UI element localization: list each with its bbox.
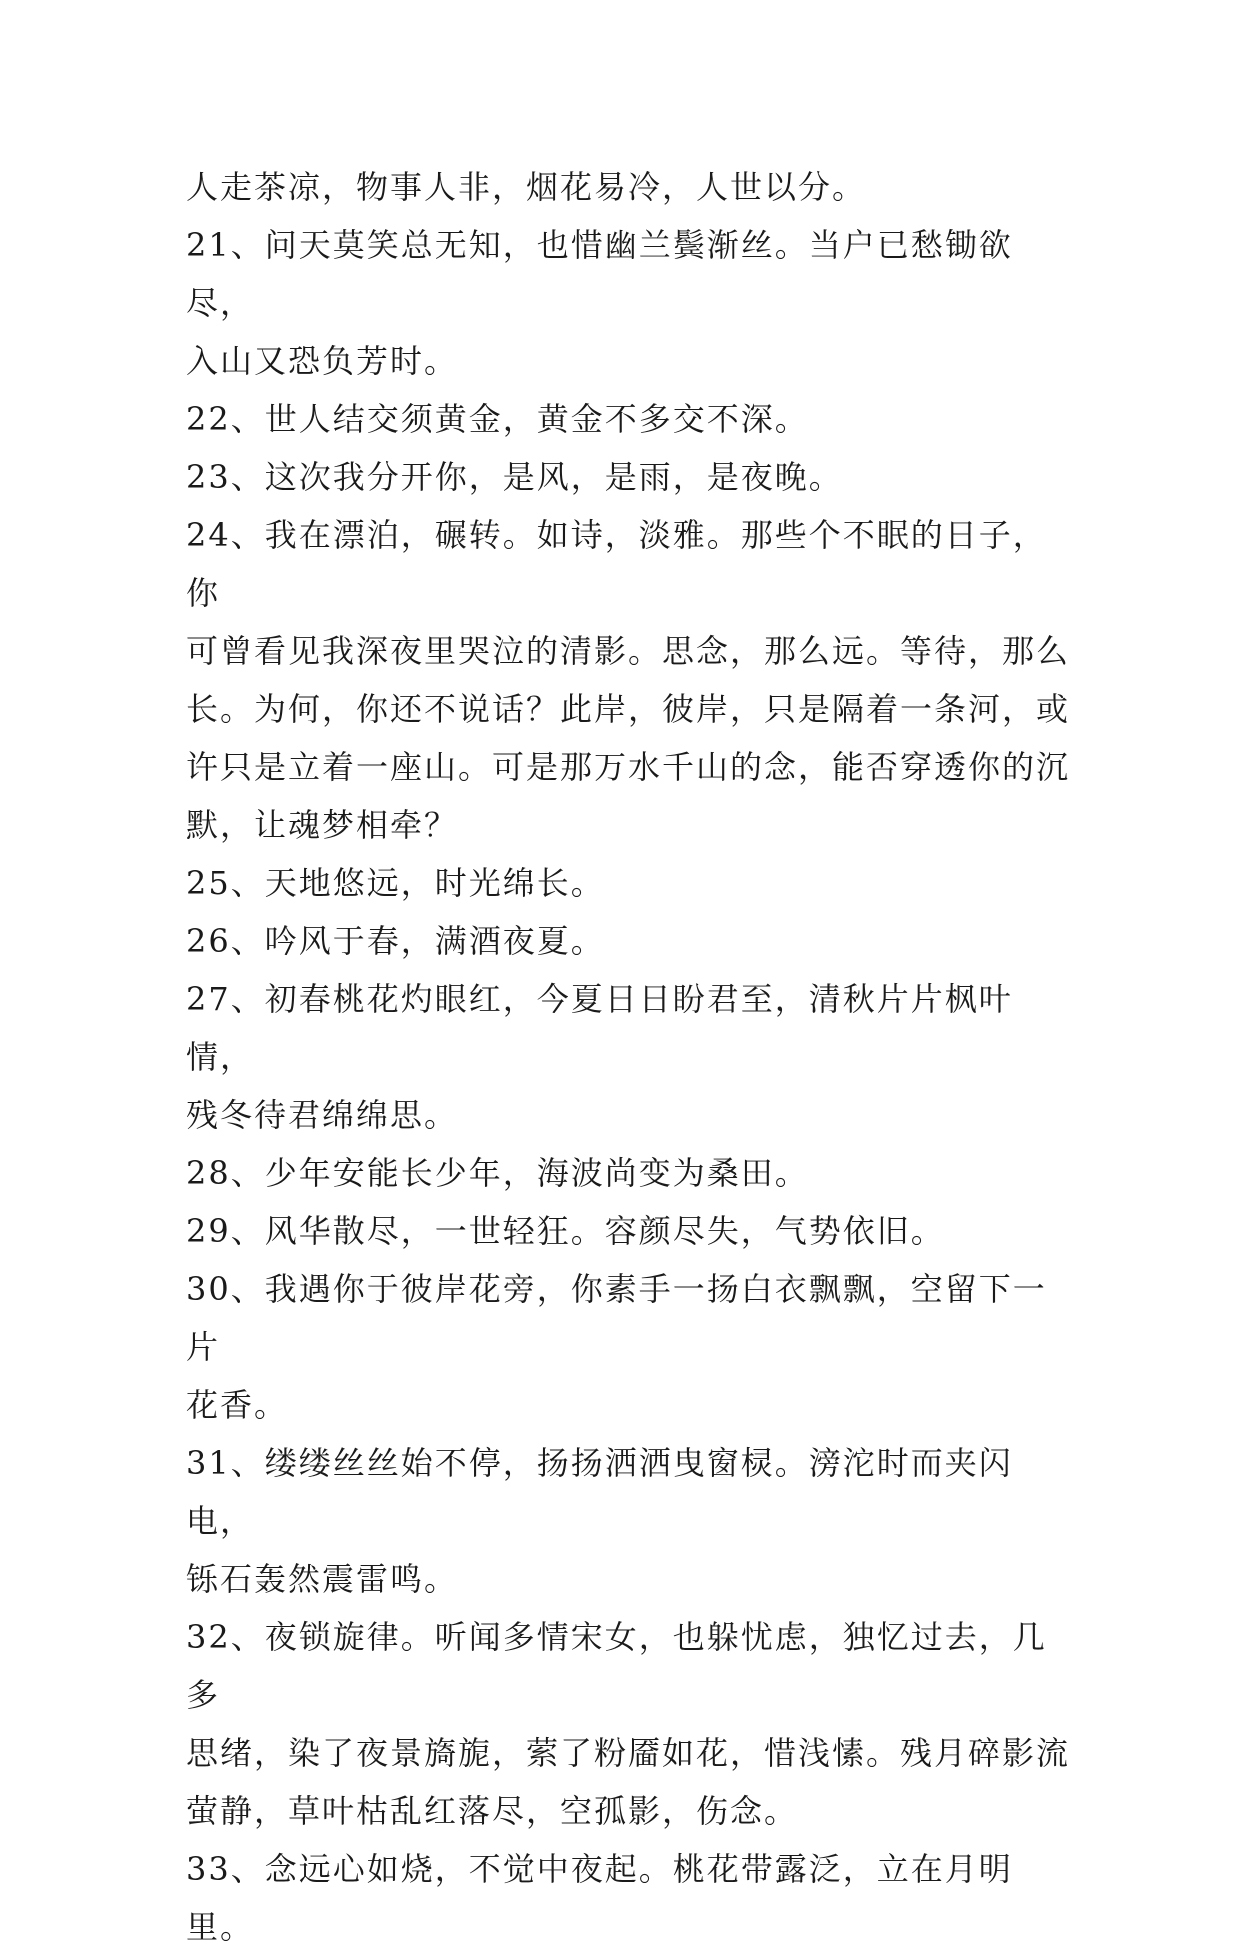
paragraph-25: 25、天地悠远，时光绵长。 [186, 864, 605, 902]
paragraph-27: 27、初春桃花灼眼红，今夏日日盼君至，清秋片片枫叶情， 残冬待君绵绵思。 [186, 980, 1013, 1134]
paragraph-intro: 人走茶凉，物事人非，烟花易冷，人世以分。 [186, 168, 867, 206]
paragraph-32: 32、夜锁旋律。听闻多情宋女，也躲忧虑，独忆过去，几多 思绪，染了夜景旖旎，萦了粉靥如花，惜浅愫。残月碎影流 萤静，草叶枯乱红落尽，空孤影，伤念。 [186, 1618, 1071, 1830]
paragraph-29: 29、风华散尽，一世轻狂。容颜尽失，气势依旧。 [186, 1212, 945, 1250]
paragraph-28: 28、少年安能长少年，海波尚变为桑田。 [186, 1154, 809, 1192]
paragraph-24: 24、我在漂泊，碾转。如诗，淡雅。那些个不眠的日子，你 可曾看见我深夜里哭泣的清影。思念，那么远。等待，那么 长。为何，你还不说话？此岸，彼岸，只是隔着一条河，或 许只是立着一座山。可是那万水千山的念，能否穿透你的沉 默，让魂梦相牵？ [186, 516, 1071, 844]
paragraph-23: 23、这次我分开你，是风，是雨，是夜晚。 [186, 458, 843, 496]
document-body [186, 158, 1076, 1956]
paragraph-31: 31、缕缕丝丝始不停，扬扬洒洒曳窗棂。滂沱时而夹闪电， 铄石轰然震雷鸣。 [186, 1444, 1013, 1598]
paragraph-22: 22、世人结交须黄金，黄金不多交不深。 [186, 400, 809, 438]
paragraph-21: 21、问天莫笑总无知，也惜幽兰鬓渐丝。当户已愁锄欲尽， 入山又恐负芳时。 [186, 226, 1013, 380]
paragraph-33: 33、念远心如烧，不觉中夜起。桃花带露泛，立在月明里。 [186, 1850, 1013, 1946]
paragraph-30: 30、我遇你于彼岸花旁，你素手一扬白衣飘飘，空留下一片 花香。 [186, 1270, 1047, 1424]
paragraph-26: 26、吟风于春，满酒夜夏。 [186, 922, 605, 960]
